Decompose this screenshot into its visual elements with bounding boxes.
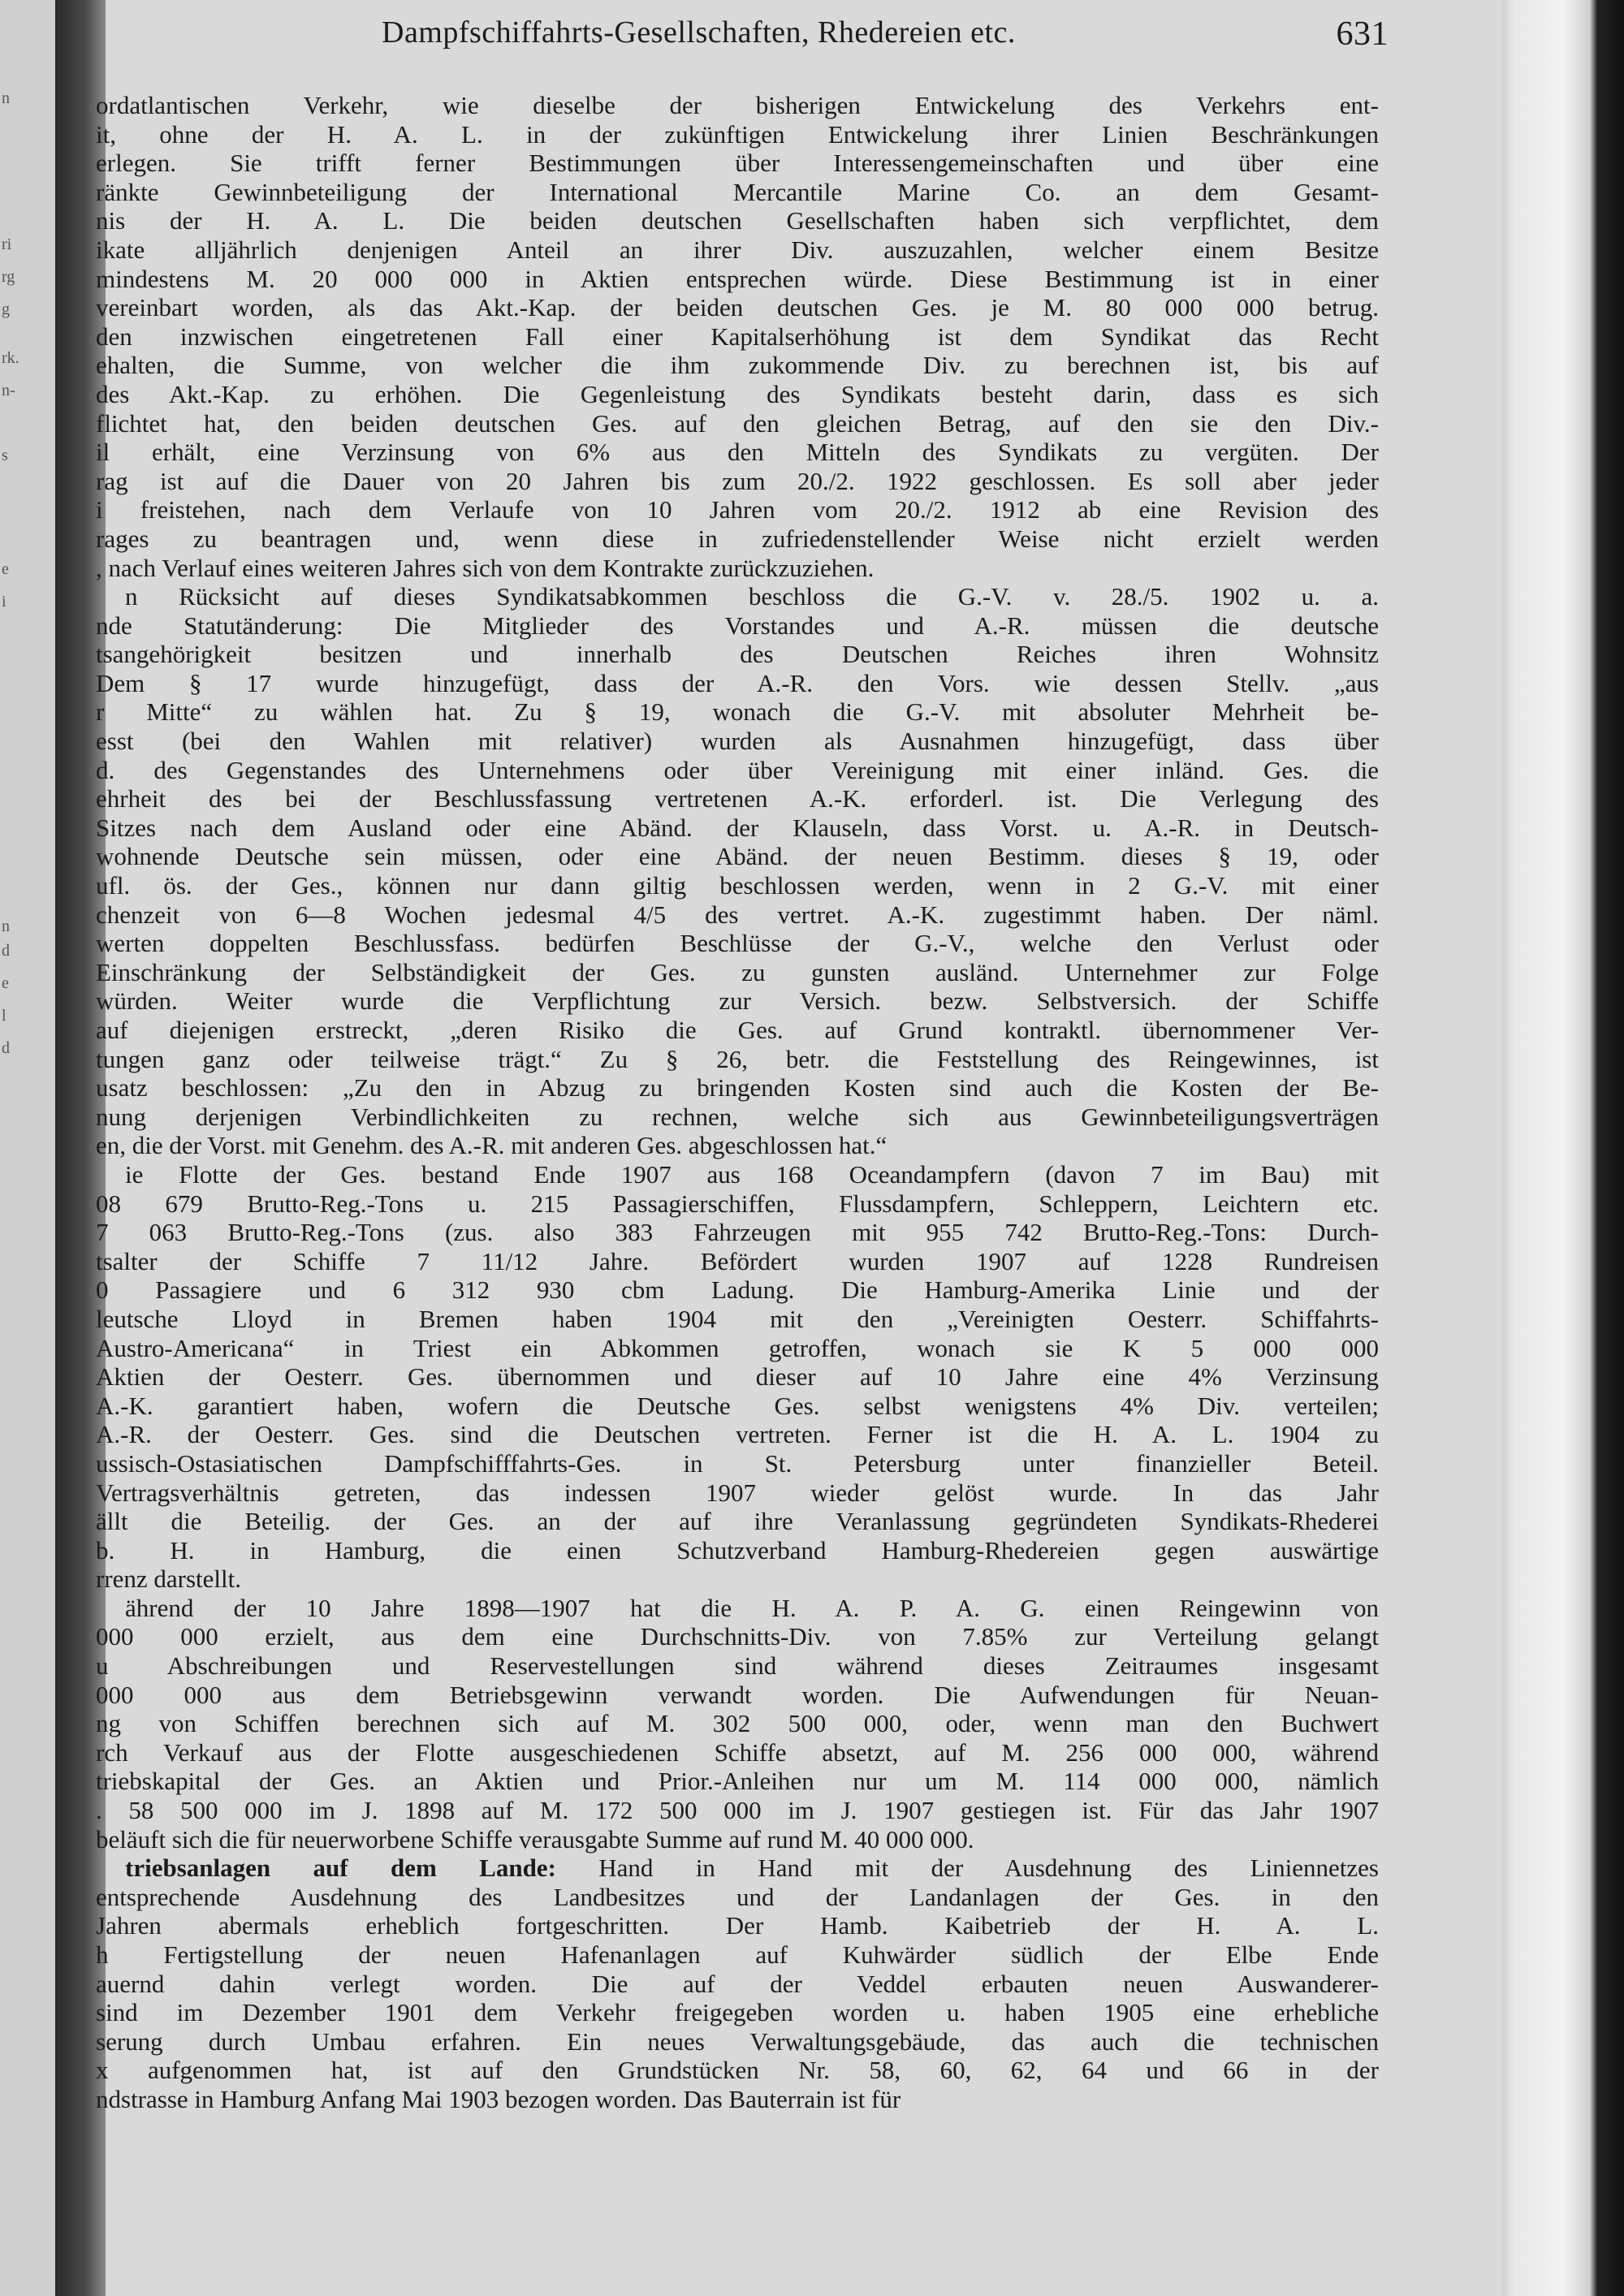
text-line: h Fertigstellung der neuen Hafenanlagen auf Kuhwärder südlich der Elbe Ende — [96, 1940, 1379, 1969]
text-line: il erhält, eine Verzinsung von 6% aus den Mitteln des Syndikats zu vergüten. Der — [96, 438, 1379, 467]
text-line: . 58 500 000 im J. 1898 auf M. 172 500 000 im J. 1907 gestiegen ist. Für das Jahr 1907 — [96, 1796, 1379, 1825]
text-line: chenzeit von 6—8 Wochen jedesmal 4/5 des vertret. A.-K. zugestimmt haben. Der näml. — [96, 900, 1379, 929]
text-line: 08 679 Brutto-Reg.-Tons u. 215 Passagierschiffen, Flussdampfern, Schleppern, Leichtern etc. — [96, 1189, 1379, 1218]
text-line: 7 063 Brutto-Reg.-Tons (zus. also 383 Fahrzeugen mit 955 742 Brutto-Reg.-Tons: Durch- — [96, 1218, 1379, 1247]
text-line: wohnende Deutsche sein müssen, oder eine Abänd. der neuen Bestimm. dieses § 19, oder — [96, 842, 1379, 871]
text-line: rages zu beantragen und, wenn diese in zufriedenstellender Weise nicht erzielt werden — [96, 524, 1379, 553]
text-line: rag ist auf die Dauer von 20 Jahren bis zum 20./2. 1922 geschlossen. Es soll aber jeder — [96, 466, 1379, 495]
text-line: tsalter der Schiffe 7 11/12 Jahre. Befördert wurden 1907 auf 1228 Rundreisen — [96, 1246, 1379, 1275]
text-line: auernd dahin verlegt worden. Die auf der Veddel erbauten neuen Auswanderer- — [96, 1969, 1379, 1998]
margin-fragment: ri — [2, 235, 12, 253]
text-line: Vertragsverhältnis getreten, das indessen 1907 wieder gelöst wurde. In das Jahr — [96, 1478, 1379, 1507]
text-line: A.-K. garantiert haben, wofern die Deutsche Ges. selbst wenigstens 4% Div. verteilen; — [96, 1391, 1379, 1420]
text-line: 0 Passagiere und 6 312 930 cbm Ladung. Die Hamburg-Amerika Linie und der — [96, 1275, 1379, 1305]
text-line: ikate alljährlich denjenigen Anteil an ihrer Div. auszuzahlen, welcher einem Besitze — [96, 235, 1379, 264]
text-line: d. des Gegenstandes des Unternehmens oder über Vereinigung mit einer inländ. Ges. die — [96, 755, 1379, 784]
text-line: Sitzes nach dem Ausland oder eine Abänd. der Klauseln, dass Vorst. u. A.-R. in Deutsch- — [96, 813, 1379, 842]
text-line: serung durch Umbau erfahren. Ein neues Verwaltungsgebäude, das auch die technischen — [96, 2026, 1379, 2056]
text-line: den inzwischen eingetretenen Fall einer Kapitalserhöhung ist dem Syndikat das Recht — [96, 322, 1379, 351]
margin-fragment: d — [2, 1039, 10, 1057]
text-line: erlegen. Sie trifft ferner Bestimmungen über Interessengemeinschaften und über eine — [96, 149, 1379, 178]
text-line: nis der H. A. L. Die beiden deutschen Gesellschaften haben sich verpflichtet, dem — [96, 206, 1379, 235]
text-line: vereinbart worden, als das Akt.-Kap. der beiden deutschen Ges. je M. 80 000 000 betrug. — [96, 293, 1379, 322]
text-line: Aktien der Oesterr. Ges. übernommen und dieser auf 10 Jahre eine 4% Verzinsung — [96, 1362, 1379, 1392]
margin-fragment: n — [2, 89, 10, 107]
text-line: nung derjenigen Verbindlichkeiten zu rechnen, welche sich aus Gewinnbeteiligungsverträgen — [96, 1102, 1379, 1131]
text-line: ränkte Gewinnbeteiligung der International Mercantile Marine Co. an dem Gesamt- — [96, 177, 1379, 206]
margin-fragment: g — [2, 300, 10, 318]
text-line: ällt die Beteilig. der Ges. an der auf ihre Veranlassung gegründeten Syndikats-Rhederei — [96, 1507, 1379, 1536]
text-line: auf diejenigen erstreckt, „deren Risiko die Ges. auf Grund kontraktl. übernommener Ver- — [96, 1016, 1379, 1044]
margin-fragment: l — [2, 1007, 6, 1025]
text-line: Austro-Americana“ in Triest ein Abkommen getroffen, wonach sie K 5 000 000 — [96, 1333, 1379, 1362]
previous-page-margin — [0, 0, 55, 2296]
text-line: ng von Schiffen berechnen sich auf M. 302 500 000, oder, wenn man den Buchwert — [96, 1709, 1379, 1738]
section-heading: triebsanlagen auf dem Lande: — [125, 1854, 556, 1883]
margin-fragment: d — [2, 942, 10, 960]
margin-fragment: n- — [2, 382, 15, 399]
text-line: ährend der 10 Jahre 1898—1907 hat die H. A. P. A. G. einen Reingewinn von — [125, 1593, 1379, 1622]
text-line: mindestens M. 20 000 000 in Aktien entsprechen würde. Diese Bestimmung ist in einer — [96, 264, 1379, 293]
text-line: u Abschreibungen und Reservestellungen sind während dieses Zeitraumes insgesamt — [96, 1651, 1379, 1681]
text-line: ehalten, die Summe, von welcher die ihm zukommende Div. zu berechnen ist, bis auf — [96, 351, 1379, 380]
text-line: Dem § 17 wurde hinzugefügt, dass der A.-R. den Vors. wie dessen Stellv. „aus — [96, 668, 1379, 697]
text-line: 000 000 aus dem Betriebsgewinn verwandt worden. Die Aufwendungen für Neuan- — [96, 1680, 1379, 1709]
text-line: 000 000 erzielt, aus dem eine Durchschnitts-Div. von 7.85% zur Verteilung gelangt — [96, 1622, 1379, 1651]
text-line: esst (bei den Wahlen mit relativer) wurden als Ausnahmen hinzugefügt, dass über — [96, 727, 1379, 756]
margin-fragment: rg — [2, 268, 15, 286]
text-line: x aufgenommen hat, ist auf den Grundstücken Nr. 58, 60, 62, 64 und 66 in der — [96, 2056, 1379, 2085]
text-line: ussisch-Ostasiatischen Dampfschifffahrts-Ges. in St. Petersburg unter finanzieller Beteil. — [96, 1448, 1379, 1478]
text-line: en, die der Vorst. mit Genehm. des A.-R. mit anderen Ges. abgeschlossen hat.“ — [96, 1131, 888, 1160]
text-line: tsangehörigkeit besitzen und innerhalb des Deutschen Reiches ihren Wohnsitz — [96, 640, 1379, 669]
text-line: tungen ganz oder teilweise trägt.“ Zu § 26, betr. die Feststellung des Reingewinnes, ist — [96, 1044, 1379, 1073]
text-line: triebsanlagen auf dem Lande: Hand in Hand mit der Ausdehnung des Liniennetzes — [125, 1854, 1379, 1883]
text-line: nde Statutänderung: Die Mitglieder des Vorstandes und A.-R. müssen die deutsche — [96, 611, 1379, 640]
text-line: ordatlantischen Verkehr, wie dieselbe der bisherigen Entwickelung des Verkehrs ent- — [96, 91, 1379, 119]
text-line: n Rücksicht auf dieses Syndikatsabkommen beschloss die G.-V. v. 28./5. 1902 u. a. — [125, 582, 1379, 611]
text-line: flichtet hat, den beiden deutschen Ges. auf den gleichen Betrag, auf den sie den Div.- — [96, 408, 1379, 438]
page-edge — [1502, 0, 1624, 2296]
text-line: usatz beschlossen: „Zu den in Abzug zu bringenden Kosten sind auch die Kosten der Be- — [96, 1073, 1379, 1103]
text-line: it, ohne der H. A. L. in der zukünftigen Entwickelung ihrer Linien Beschränkungen — [96, 119, 1379, 149]
margin-fragment: i — [2, 593, 6, 611]
running-header — [382, 15, 1389, 63]
body-text — [96, 91, 1379, 2114]
text-line: i freistehen, nach dem Verlaufe von 10 Jahren vom 20./2. 1912 ab eine Revision des — [96, 495, 1379, 524]
text-line: beläuft sich die für neuerworbene Schiffe verausgabte Summe auf rund M. 40 000 000. — [96, 1824, 974, 1854]
text-line: sind im Dezember 1901 dem Verkehr freigegeben worden u. haben 1905 eine erhebliche — [96, 1998, 1379, 2027]
text-line: würden. Weiter wurde die Verpflichtung zur Versich. bezw. Selbstversich. der Schiffe — [96, 986, 1379, 1016]
text-line: A.-R. der Oesterr. Ges. sind die Deutschen vertreten. Ferner ist die H. A. L. 1904 zu — [96, 1420, 1379, 1449]
text-line: werten doppelten Beschlussfass. bedürfen Beschlüsse der G.-V., welche den Verlust oder — [96, 929, 1379, 958]
margin-fragment: e — [2, 560, 9, 578]
text-line: des Akt.-Kap. zu erhöhen. Die Gegenleistung des Syndikats besteht darin, dass es sich — [96, 379, 1379, 408]
text-line: r Mitte“ zu wählen hat. Zu § 19, wonach die G.-V. mit absoluter Mehrheit be- — [96, 697, 1379, 727]
text-line: Einschränkung der Selbständigkeit der Ges. zu gunsten ausländ. Unternehmer zur Folge — [96, 957, 1379, 986]
margin-fragment: s — [2, 447, 8, 464]
text-line: b. H. in Hamburg, die einen Schutzverband Hamburg-Rhedereien gegen auswärtige — [96, 1535, 1379, 1564]
text-line: ndstrasse in Hamburg Anfang Mai 1903 bezogen worden. Das Bauterrain ist für — [96, 2084, 901, 2113]
text-line: entsprechende Ausdehnung des Landbesitzes und der Landanlagen der Ges. in den — [96, 1882, 1379, 1911]
text-line: triebskapital der Ges. an Aktien und Prior.-Anleihen nur um M. 114 000 000, nämlich — [96, 1767, 1379, 1796]
text-line: ie Flotte der Ges. bestand Ende 1907 aus 168 Oceandampfern (davon 7 im Bau) mit — [125, 1159, 1379, 1189]
text-line: rrenz darstellt. — [96, 1564, 242, 1594]
margin-fragment: n — [2, 917, 10, 935]
text-line: rch Verkauf aus der Flotte ausgeschiedenen Schiffe absetzt, auf M. 256 000 000, während — [96, 1737, 1379, 1767]
text-line: Jahren abermals erheblich fortgeschritten. Der Hamb. Kaibetrieb der H. A. L. — [96, 1911, 1379, 1940]
text-line: ufl. ös. der Ges., können nur dann giltig beschlossen werden, wenn in 2 G.-V. mit einer — [96, 871, 1379, 900]
page-number: 631 — [1336, 15, 1389, 53]
header-title: Dampfschiffahrts-Gesellschaften, Rhedereien etc. — [382, 15, 1016, 50]
text-line: leutsche Lloyd in Bremen haben 1904 mit den „Vereinigten Oesterr. Schiffahrts- — [96, 1304, 1379, 1333]
text-line: ehrheit des bei der Beschlussfassung vertretenen A.-K. erforderl. ist. Die Verlegung des — [96, 784, 1379, 814]
margin-fragment: e — [2, 974, 9, 992]
text-line: , nach Verlauf eines weiteren Jahres sich von dem Kontrakte zurückzuziehen. — [96, 553, 875, 582]
margin-fragment: rk. — [2, 349, 19, 367]
